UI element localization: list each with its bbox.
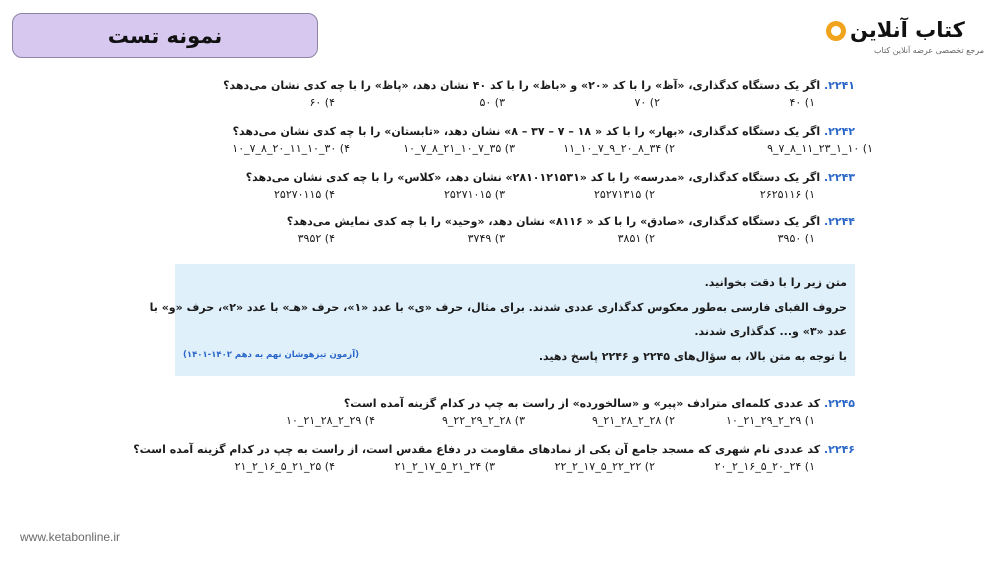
options-row	[175, 414, 855, 432]
option-2: ۲) ۲۲_۲۲_۵_۱۷_۲_۲۲	[554, 460, 655, 473]
logo-mark-icon	[826, 21, 846, 41]
passage-line: حروف الفبای فارسی به‌طور معکوس کدگذاری عددی شدند. برای مثال، حرف «ی» با عدد «۱»، حرف «هـ» با عدد «۲»، حرف «و» با	[149, 301, 847, 314]
option-4: ۴) ۳۰_۱۰_۱۱_۲۰_۸_۷_۱۰	[232, 142, 350, 155]
question-text: کد عددی نام شهری که مسجد جامع آن یکی از نمادهای مقاومت در دفاع مقدس است، از راست به چپ در کدام گزینه آمده است؟	[133, 443, 821, 456]
question-number: ۲۲۴۴.	[823, 215, 855, 228]
question-2243	[175, 168, 855, 206]
passage-line: عدد «۳» و... کدگذاری شدند.	[694, 325, 847, 338]
option-2: ۲) ۲۸_۲_۲۸_۲۱_۹	[591, 414, 675, 427]
option-1: ۱) ۲۶۲۵۱۱۶	[759, 188, 815, 201]
options-row	[175, 460, 855, 478]
options-row	[175, 142, 873, 160]
question-number: ۲۲۴۲.	[823, 125, 855, 138]
question-2241	[175, 76, 855, 114]
question-2246	[133, 440, 855, 478]
question-text: اگر یک دستگاه کدگذاری، «بهار» را با کد « ۱۸ – ۷ – ۳۷ – ۸» نشان دهد، «تابستان» را با چه کدی نشان می‌دهد؟	[232, 125, 821, 138]
options-row	[175, 232, 855, 250]
question-text: اگر یک دستگاه کدگذاری، «مدرسه» را با کد «۲۸۱۰۱۲۱۵۳۱» نشان دهد، «کلاس» را با چه کدی نشان می‌دهد؟	[245, 171, 821, 184]
question-number: ۲۲۴۶.	[823, 443, 855, 456]
option-1: ۱) ۳۹۵۰	[777, 232, 815, 245]
question-number: ۲۲۴۱.	[823, 79, 855, 92]
questions-bottom	[133, 394, 855, 478]
option-1: ۱) ۲۹_۲_۲۹_۲۱_۱۰	[726, 414, 815, 427]
page-title: نمونه تست	[107, 23, 223, 48]
option-2: ۲) ۷۰	[634, 96, 660, 109]
page-title-box	[12, 13, 318, 58]
passage-source: (آزمون تیزهوشان نهم به دهم ۱۴۰۲-۱۴۰۱)	[183, 350, 360, 360]
question-2242	[175, 122, 873, 160]
option-4: ۴) ۲۵_۲۱_۵_۱۶_۲_۲۱	[234, 460, 335, 473]
brand-logo	[826, 18, 990, 60]
option-1: ۱) ۲۴_۲۰_۵_۱۶_۲_۲۰	[714, 460, 815, 473]
option-4: ۴) ۶۰	[309, 96, 335, 109]
question-2245	[175, 394, 855, 432]
footer-url: www.ketabonline.ir	[20, 530, 121, 544]
option-2: ۲) ۲۵۲۷۱۳۱۵	[594, 188, 655, 201]
logo-name: کتاب آنلاین	[850, 18, 965, 42]
question-text: کد عددی کلمه‌ای مترادف «پیر» و «سالخورده» از راست به چپ در کدام گزینه آمده است؟	[343, 397, 821, 410]
option-2: ۲) ۳۴_۸_۲۰_۹_۷_۱۰_۱۱	[563, 142, 675, 155]
option-2: ۲) ۳۸۵۱	[617, 232, 655, 245]
option-3: ۳) ۳۵_۷_۱۰_۲۱_۸_۷_۱۰	[403, 142, 515, 155]
questions-top	[175, 76, 873, 250]
option-3: ۳) ۲۸_۲_۲۹_۲۲_۹	[441, 414, 525, 427]
logo-tagline: مرجع تخصصی عرضه آنلاین کتاب	[873, 46, 984, 55]
question-number: ۲۲۴۵.	[823, 397, 855, 410]
option-3: ۳) ۲۵۲۷۱۰۱۵	[444, 188, 505, 201]
option-1: ۱) ۱۰_۱_۲۳_۱۱_۸_۷_۹	[767, 142, 873, 155]
option-4: ۴) ۲۵۲۷۰۱۱۵	[274, 188, 335, 201]
reading-passage	[149, 264, 855, 376]
passage-line: با توجه به متن بالا، به سؤال‌های ۲۲۴۵ و ۲۲۴۶ پاسخ دهید.	[538, 350, 847, 363]
question-2244	[175, 212, 855, 250]
option-3: ۳) ۵۰	[479, 96, 505, 109]
option-3: ۳) ۳۷۴۹	[467, 232, 505, 245]
question-text: اگر یک دستگاه کدگذاری، «آظ» را با کد «۲۰» و «باظ» را با کد ۴۰ نشان دهد، «پاظ» را با چه کدی نشان می‌دهد؟	[223, 79, 821, 92]
option-4: ۴) ۲۹_۲_۲۸_۲۱_۱۰	[286, 414, 375, 427]
option-3: ۳) ۲۴_۲۱_۵_۱۷_۲_۲۱	[394, 460, 495, 473]
option-4: ۴) ۳۹۵۲	[297, 232, 335, 245]
options-row	[175, 96, 855, 114]
passage-line: متن زیر را با دقت بخوانید.	[704, 276, 847, 289]
option-1: ۱) ۴۰	[789, 96, 815, 109]
question-number: ۲۲۴۳.	[823, 171, 855, 184]
question-text: اگر یک دستگاه کدگذاری، «صادق» را با کد « ۸۱۱۶» نشان دهد، «وحید» را با چه کدی نمایش می‌دهد؟	[286, 215, 821, 228]
options-row	[175, 188, 855, 206]
